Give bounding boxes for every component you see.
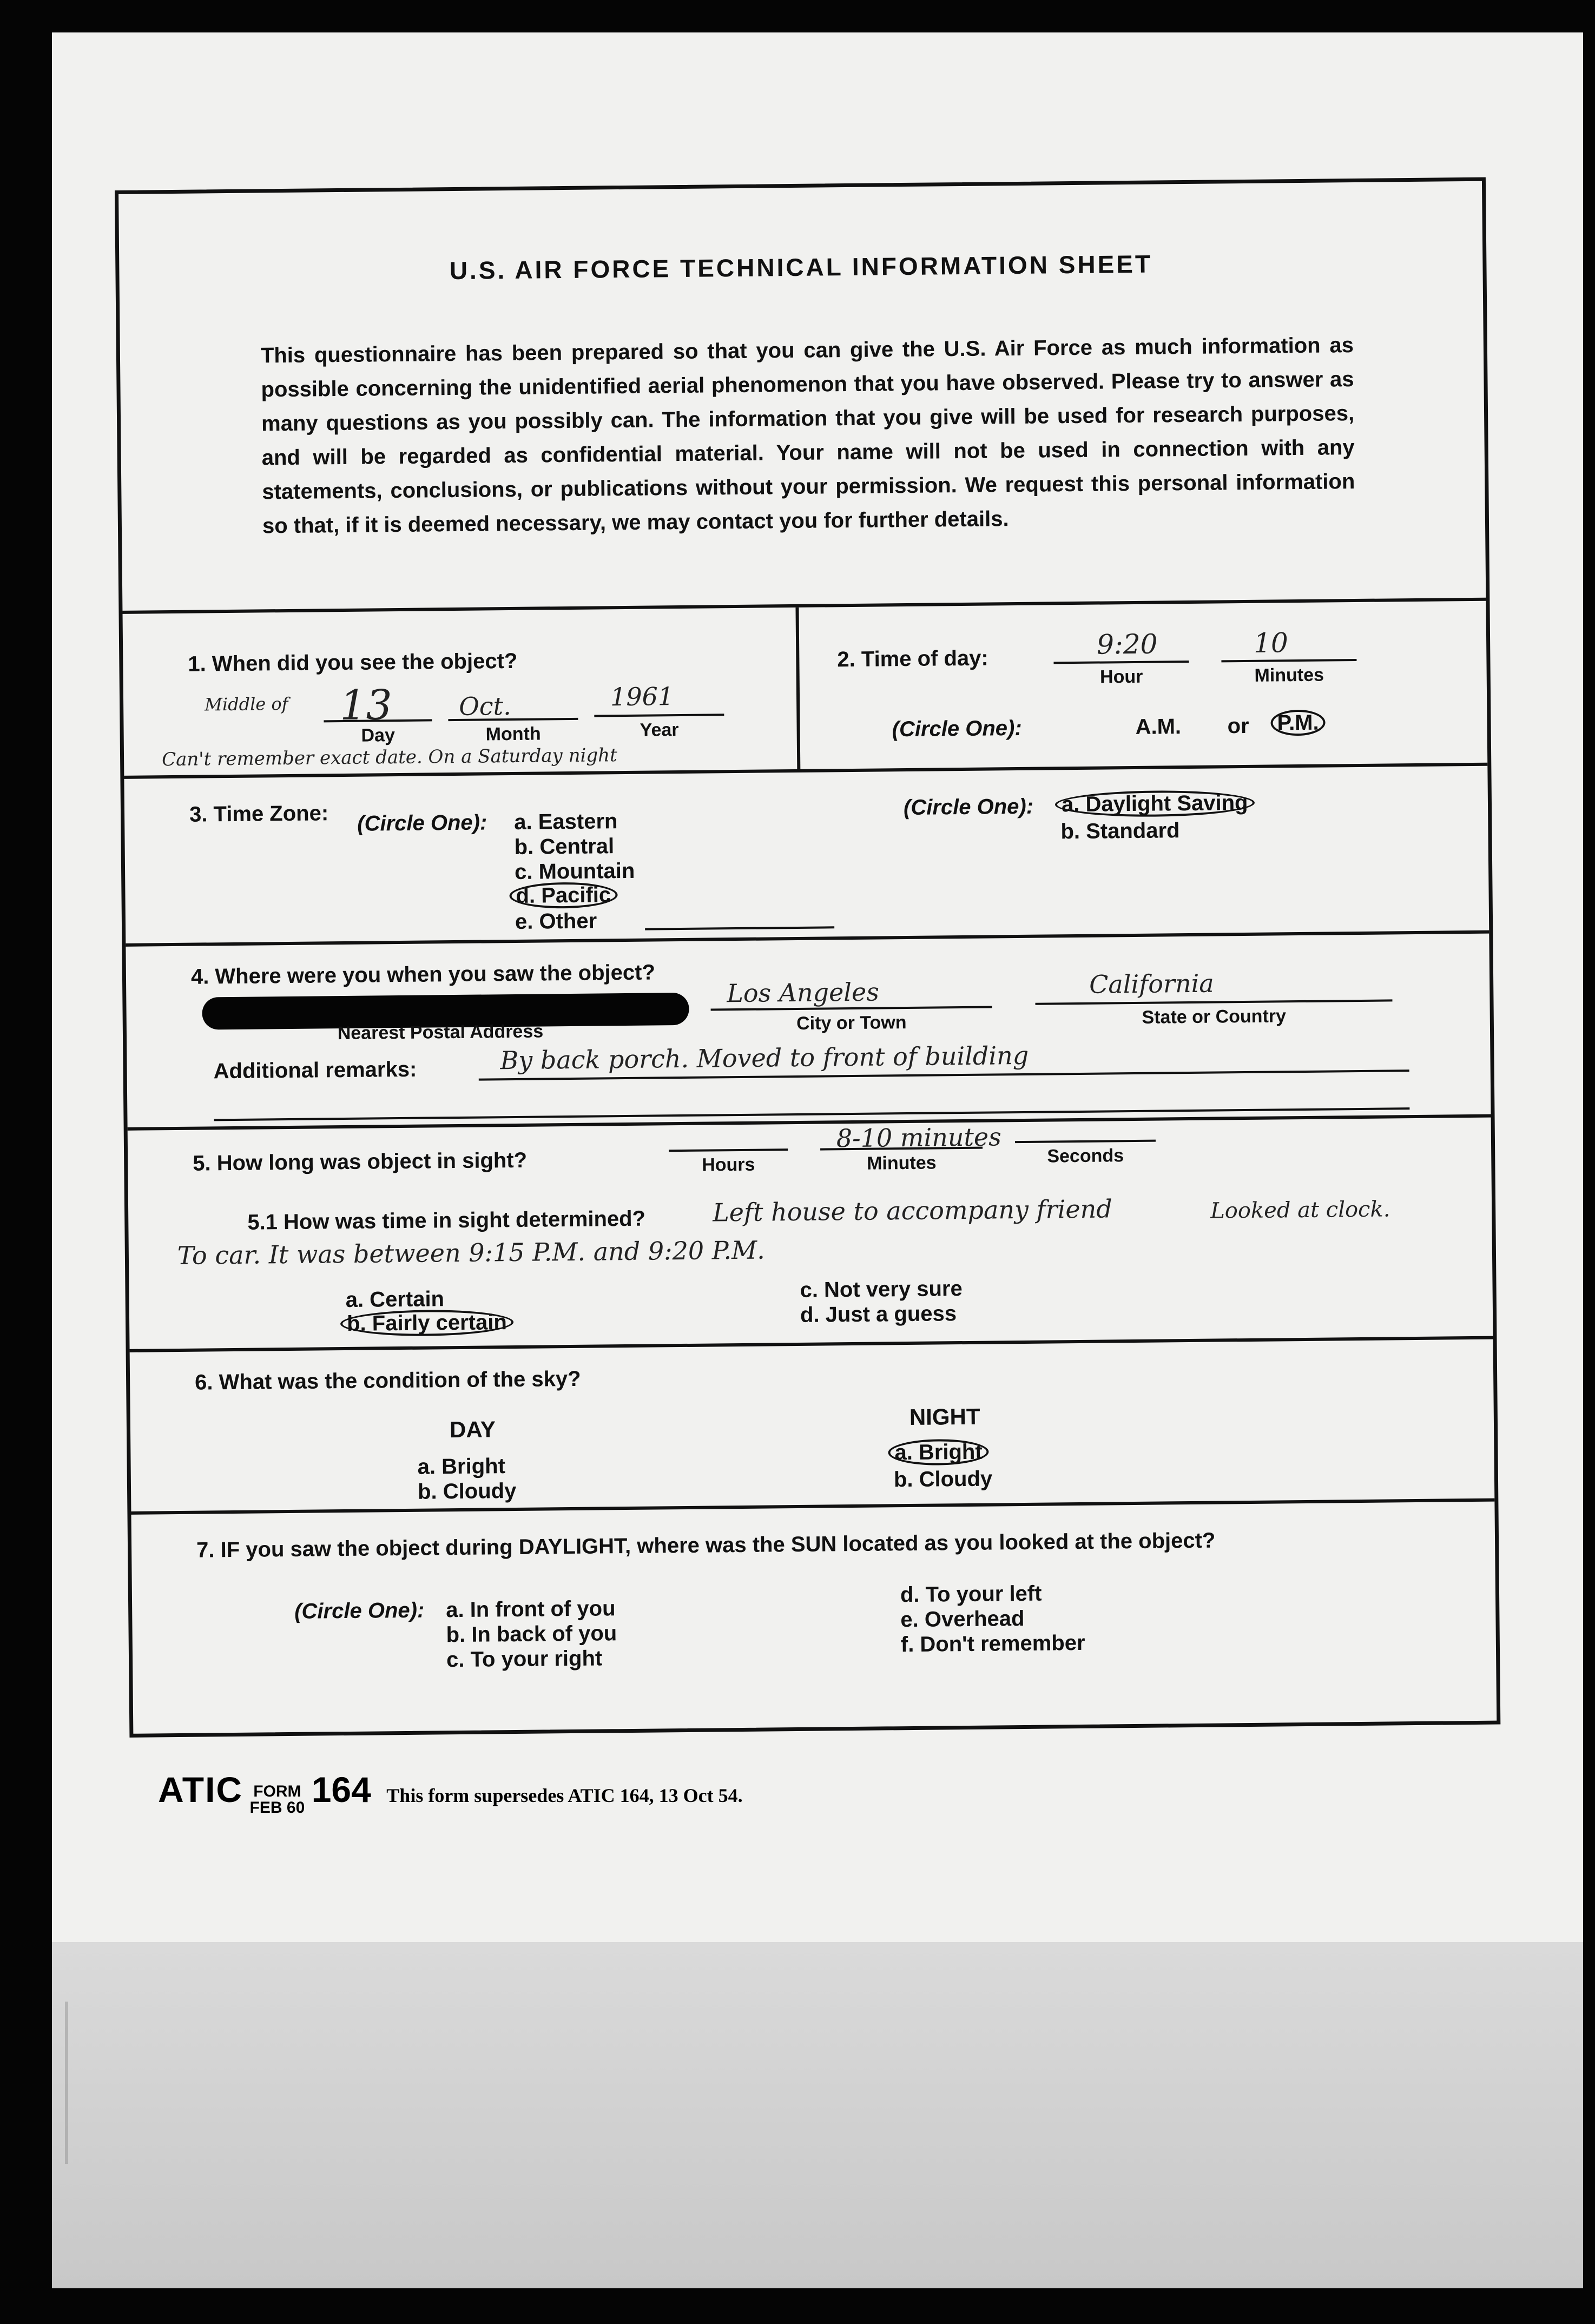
form-title: U.S. AIR FORCE TECHNICAL INFORMATION SHEET — [449, 249, 1153, 285]
section-divider — [795, 608, 800, 770]
q4-state-caption: State or Country — [1142, 1006, 1287, 1028]
q4-state-value: California — [1089, 968, 1214, 999]
paper-lower-area — [52, 1942, 1583, 2288]
q3-circle-label-2: (Circle One): — [903, 794, 1034, 820]
section-5-duration — [128, 1114, 1493, 1349]
q7-label: 7. IF you saw the object during DAYLIGHT, where was the SUN located as you looked at the object? — [196, 1528, 1216, 1562]
q3-zone-eastern: a. Eastern — [514, 809, 618, 834]
q1-day-prefix: Middle of — [204, 693, 288, 715]
q3-other-line — [645, 926, 834, 930]
q3-zone-pacific-circled: d. Pacific — [509, 882, 617, 909]
q4-remarks-value: By back porch. Moved to front of building — [500, 1040, 1029, 1075]
q2-or-text: or — [1227, 714, 1249, 738]
q4-city-value: Los Angeles — [727, 977, 880, 1008]
q51-option-fairly-certain-circled: b. Fairly certain — [340, 1309, 513, 1337]
section-1-2 — [122, 598, 1487, 776]
q51-option-certain: a. Certain — [345, 1287, 445, 1312]
q4-remarks-label: Additional remarks: — [213, 1057, 417, 1084]
q5-seconds-caption: Seconds — [1047, 1145, 1124, 1167]
q2-circle-label: (Circle One): — [892, 716, 1022, 742]
q5-hours-line — [669, 1148, 788, 1152]
q6-label: 6. What was the condition of the sky? — [194, 1366, 581, 1395]
q7-to-right: c. To your right — [446, 1646, 603, 1672]
section-7-sun — [131, 1498, 1497, 1739]
q51-option-just-a-guess: d. Just a guess — [800, 1302, 957, 1327]
q6-day-bright: a. Bright — [417, 1454, 506, 1479]
q6-night-bright-circled: a. Bright — [888, 1439, 989, 1466]
q1-year-line — [594, 714, 724, 717]
form-intro-paragraph: This questionnaire has been prepared so that you can give the U.S. Air Force as much information as possible concerning the unidentified aerial phenomenon that you have observed. Please try to answer as many questions as you possibly can. The information that you give will be used for research purposes, and will be regarded as confidential material. Your name will not be used in connection with any statements, conclusions, or publications without your permission. We request this personal information so that, if it is deemed necessary, we may contact you for further details. — [260, 333, 1355, 538]
q51-answer-line1: Left house to accompany friend — [712, 1194, 1112, 1227]
q4-state-line — [1035, 999, 1392, 1005]
q1-month-caption: Month — [485, 723, 541, 745]
q3-circle-label: (Circle One): — [357, 810, 487, 836]
q7-overhead: e. Overhead — [900, 1606, 1025, 1632]
q6-day-cloudy: b. Cloudy — [417, 1478, 517, 1504]
q6-night-heading: NIGHT — [909, 1403, 980, 1430]
q3-label: 3. Time Zone: — [189, 801, 329, 827]
section-6-sky — [130, 1336, 1495, 1511]
q1-label: 1. When did you see the object? — [188, 649, 518, 676]
q5-label: 5. How long was object in sight? — [193, 1148, 528, 1176]
q2-pm-option-circled: P.M. — [1270, 710, 1326, 736]
q5-minutes-value: 8-10 minutes — [836, 1122, 1002, 1153]
q3-zone-central: b. Central — [514, 834, 615, 859]
technical-information-form — [115, 177, 1500, 1738]
q3-daylight-saving-circled: a. Daylight Saving — [1055, 790, 1255, 818]
q2-minutes-value: 10 — [1253, 627, 1289, 659]
q2-hour-caption: Hour — [1099, 666, 1143, 688]
q4-label: 4. Where were you when you saw the object? — [190, 960, 656, 989]
section-4-location — [126, 930, 1491, 1127]
q51-label: 5.1 How was time in sight determined? — [247, 1206, 646, 1234]
q2-minutes-line — [1221, 659, 1356, 662]
q6-day-heading: DAY — [449, 1416, 496, 1443]
q1-year-caption: Year — [640, 719, 679, 741]
footer-atic: ATIC — [158, 1770, 243, 1810]
q1-year-value: 1961 — [610, 682, 674, 712]
film-edge-mark — [65, 2002, 133, 2164]
q1-day-caption: Day — [361, 725, 396, 746]
q2-hour-value: 9:20 — [1096, 628, 1158, 661]
q5-minutes-caption: Minutes — [866, 1152, 937, 1174]
q51-answer-line2: To car. It was between 9:15 P.M. and 9:20 P.M. — [177, 1235, 765, 1270]
q3-zone-mountain: c. Mountain — [514, 859, 635, 884]
section-3-time-zone — [124, 763, 1489, 943]
q5-seconds-line — [1015, 1140, 1156, 1143]
q4-postal-caption: Nearest Postal Address — [337, 1021, 544, 1044]
footer-form-label: FORM FEB 60 — [249, 1782, 305, 1817]
form-footer — [158, 1769, 743, 1816]
q3-standard: b. Standard — [1060, 818, 1180, 844]
q7-dont-remember: f. Don't remember — [900, 1630, 1085, 1657]
q51-answer-clock: Looked at clock. — [1210, 1197, 1390, 1224]
q1-month-value: Oct. — [458, 691, 512, 721]
q5-hours-caption: Hours — [702, 1154, 755, 1176]
q6-night-cloudy: b. Cloudy — [893, 1467, 993, 1492]
q4-city-caption: City or Town — [796, 1012, 907, 1034]
q7-in-back: b. In back of you — [446, 1621, 617, 1647]
footer-supersedes: This form supersedes ATIC 164, 13 Oct 54. — [386, 1785, 743, 1806]
q2-am-option: A.M. — [1135, 715, 1182, 739]
q7-circle-label: (Circle One): — [294, 1598, 425, 1623]
q7-to-left: d. To your left — [900, 1581, 1042, 1607]
q51-option-not-very-sure: c. Not very sure — [800, 1277, 963, 1302]
q2-hour-line — [1053, 661, 1189, 664]
q7-in-front: a. In front of you — [446, 1596, 616, 1622]
q1-note: Can't remember exact date. On a Saturday night — [161, 744, 617, 771]
q2-minutes-caption: Minutes — [1254, 664, 1324, 686]
q2-label: 2. Time of day: — [837, 646, 988, 672]
footer-form-number: 164 — [311, 1770, 371, 1810]
q1-day-value: 13 — [339, 681, 393, 730]
q3-zone-other: e. Other — [515, 909, 597, 934]
